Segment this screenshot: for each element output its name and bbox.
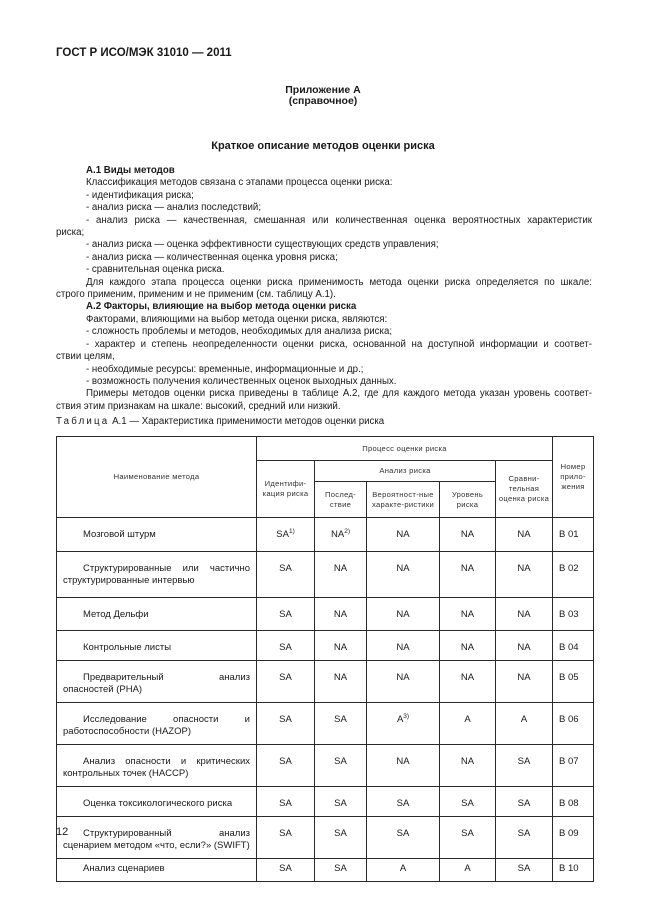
method-name: Метод Дельфи <box>83 609 149 620</box>
table-caption <box>56 416 384 427</box>
cell-comparative: NA <box>496 552 553 598</box>
cell-appendix-no: B 06 <box>553 703 594 745</box>
cell-level: NA <box>440 552 496 598</box>
cell-comparative: SA <box>496 859 553 882</box>
table-row <box>57 745 594 787</box>
method-name: Анализ сценариев <box>83 863 165 874</box>
cell-probability: A <box>396 714 404 725</box>
body-text <box>56 165 592 413</box>
cell-probability: NA <box>396 756 410 767</box>
cell-level: SA <box>440 817 496 859</box>
cell-level: SA <box>440 787 496 817</box>
a2-heading: А.2 Факторы, влияющие на выбор метода оценки риска <box>86 301 357 313</box>
cell-consequences: SA <box>334 756 347 767</box>
cell-level: A <box>440 859 496 882</box>
cell-consequences: NA <box>333 672 348 683</box>
cell-probability: SA <box>396 828 410 839</box>
appendix-title: Приложение А <box>285 84 361 96</box>
table-row <box>57 787 594 817</box>
a2-para-a: Примеры методов оценки риска приведены в таблице А.2, где для каждого метода указан уровень соответ- <box>86 388 592 400</box>
cell-probability: A <box>399 863 407 874</box>
a2-item-2a: - характер и степень неопределенности оценки риска, основанной на доступной информации и соответ- <box>86 338 592 350</box>
method-name: Исследование опасности и работоспособности (HAZOP) <box>63 714 250 737</box>
cell-consequences: SA <box>334 828 347 839</box>
header-appendix-no: Номер прило-жения <box>553 437 594 518</box>
cell-consequences: NA <box>333 609 348 620</box>
cell-probability: NA <box>396 672 410 683</box>
table-row <box>57 631 594 661</box>
header-method: Наименование метода <box>57 437 257 518</box>
cell-probability: NA <box>396 642 410 653</box>
cell-identification: SA <box>279 798 292 809</box>
cell-comparative: NA <box>496 631 553 661</box>
page-number: 12 <box>56 826 69 838</box>
a2-item-3: - необходимые ресурсы: временные, информационные и др.; <box>86 363 364 375</box>
cell-identification: SA <box>279 563 292 574</box>
cell-level: A <box>440 703 496 745</box>
cell-consequences: NA <box>333 563 348 574</box>
table-row <box>57 703 594 745</box>
method-name: Контрольные листы <box>83 642 172 653</box>
a2-para-b: ствия этим признакам на шкале: высокий, средний или низкий. <box>56 400 341 412</box>
a1-item-1: - идентификация риска; <box>86 189 194 201</box>
table-row <box>57 859 594 882</box>
a1-heading: А.1 Виды методов <box>86 165 175 176</box>
method-name: Структурированные или частично структурированные интервью <box>63 563 250 586</box>
cell-appendix-no: B 02 <box>553 552 594 598</box>
a2-item-4: - возможность получения количественных оценок выходных данных. <box>86 375 397 387</box>
table-row <box>57 552 594 598</box>
header-analysis: Анализ риска <box>315 461 496 482</box>
cell-appendix-no: B 04 <box>553 631 594 661</box>
appendix-subtitle: (справочное) <box>288 95 358 107</box>
a1-item-3b: риска; <box>56 227 85 239</box>
table-row <box>57 598 594 631</box>
a2-item-2b: ствии целям, <box>56 351 115 363</box>
cell-comparative: NA <box>496 598 553 631</box>
a1-item-2: - анализ риска — анализ последствий; <box>86 202 262 214</box>
footnote-mark: 1) <box>288 527 295 535</box>
cell-appendix-no: B 07 <box>553 745 594 787</box>
cell-identification: SA <box>279 714 292 725</box>
cell-identification: SA <box>279 609 292 620</box>
cell-appendix-no: B 10 <box>553 859 594 882</box>
a1-item-6: - сравнительная оценка риска. <box>86 264 225 276</box>
cell-consequences: SA <box>334 798 347 809</box>
cell-probability: NA <box>396 529 410 540</box>
header-identification: Идентифи-кация риска <box>257 461 315 518</box>
cell-comparative: SA <box>496 817 553 859</box>
footnote-mark: 2) <box>344 527 350 535</box>
cell-appendix-no: B 01 <box>553 518 594 552</box>
a1-para-a: Для каждого этапа процесса оценки риска применимость метода оценки риска определяется по шкале: <box>86 276 592 288</box>
header-process: Процесс оценки риска <box>257 437 553 461</box>
header-comparative: Сравни-тельная оценка риска <box>496 461 553 518</box>
cell-comparative: SA <box>496 787 553 817</box>
cell-consequences: SA <box>334 863 347 874</box>
method-name: Структурированный анализ сценарием методом «что, если?» (SWIFT) <box>63 828 250 851</box>
cell-probability: SA <box>396 798 410 809</box>
cell-identification: SA <box>279 828 292 839</box>
cell-level: NA <box>440 745 496 787</box>
header-probability: Вероятност-ные характе-ристики <box>367 482 440 518</box>
cell-identification: SA <box>276 529 289 540</box>
cell-probability: NA <box>396 563 410 574</box>
cell-consequences: NA <box>333 642 348 653</box>
cell-comparative: SA <box>496 745 553 787</box>
applicability-table <box>56 436 594 882</box>
cell-comparative: NA <box>496 518 553 552</box>
cell-identification: SA <box>279 863 292 874</box>
table-row <box>57 817 594 859</box>
cell-comparative: NA <box>496 661 553 703</box>
method-name: Мозговой штурм <box>83 529 156 540</box>
cell-appendix-no: B 03 <box>553 598 594 631</box>
a1-item-5: - анализ риска — количественная оценка уровня риска; <box>86 251 338 263</box>
section-title: Краткое описание методов оценки риска <box>211 140 435 152</box>
cell-consequences: SA <box>334 714 347 725</box>
cell-appendix-no: B 09 <box>553 817 594 859</box>
cell-level: NA <box>440 518 496 552</box>
footnote-mark: 3) <box>403 712 410 720</box>
method-name: Оценка токсикологического риска <box>83 798 233 809</box>
method-name: Предварительный анализ опасностей (PHA) <box>63 672 250 695</box>
cell-level: NA <box>440 661 496 703</box>
table-row <box>57 518 594 552</box>
table-row <box>57 661 594 703</box>
cell-identification: SA <box>279 756 292 767</box>
a2-item-1: - сложность проблемы и методов, необходимых для анализа риска; <box>86 326 393 338</box>
a1-para-b: строго применим, применим и не применим (см. таблицу А.1). <box>56 289 336 301</box>
cell-appendix-no: B 05 <box>553 661 594 703</box>
cell-consequences: NA <box>331 529 345 540</box>
a1-intro: Классификация методов связана с этапами процесса оценки риска: <box>86 177 393 189</box>
cell-identification: SA <box>279 672 292 683</box>
document-header: ГОСТ Р ИСО/МЭК 31010 — 2011 <box>56 47 232 59</box>
cell-probability: NA <box>396 609 410 620</box>
cell-level: NA <box>440 598 496 631</box>
table-caption-prefix: Таблица <box>56 416 110 427</box>
a1-item-3a: - анализ риска — качественная, смешанная или количественная оценка вероятностных характеристик <box>86 214 592 226</box>
a1-item-4: - анализ риска — оценка эффективности существующих средств управления; <box>86 239 439 251</box>
cell-level: NA <box>440 631 496 661</box>
cell-comparative: A <box>496 703 553 745</box>
cell-appendix-no: B 08 <box>553 787 594 817</box>
table-caption-text: А.1 — Характеристика применимости методов оценки риска <box>109 416 385 427</box>
header-consequences: Послед-ствие <box>315 482 367 518</box>
method-name: Анализ опасности и критических контрольных точек (HACCP) <box>63 756 250 779</box>
header-level: Уровень риска <box>440 482 496 518</box>
cell-identification: SA <box>279 642 292 653</box>
a2-intro: Факторами, влияющими на выбор метода оценки риска, являются: <box>86 313 388 325</box>
